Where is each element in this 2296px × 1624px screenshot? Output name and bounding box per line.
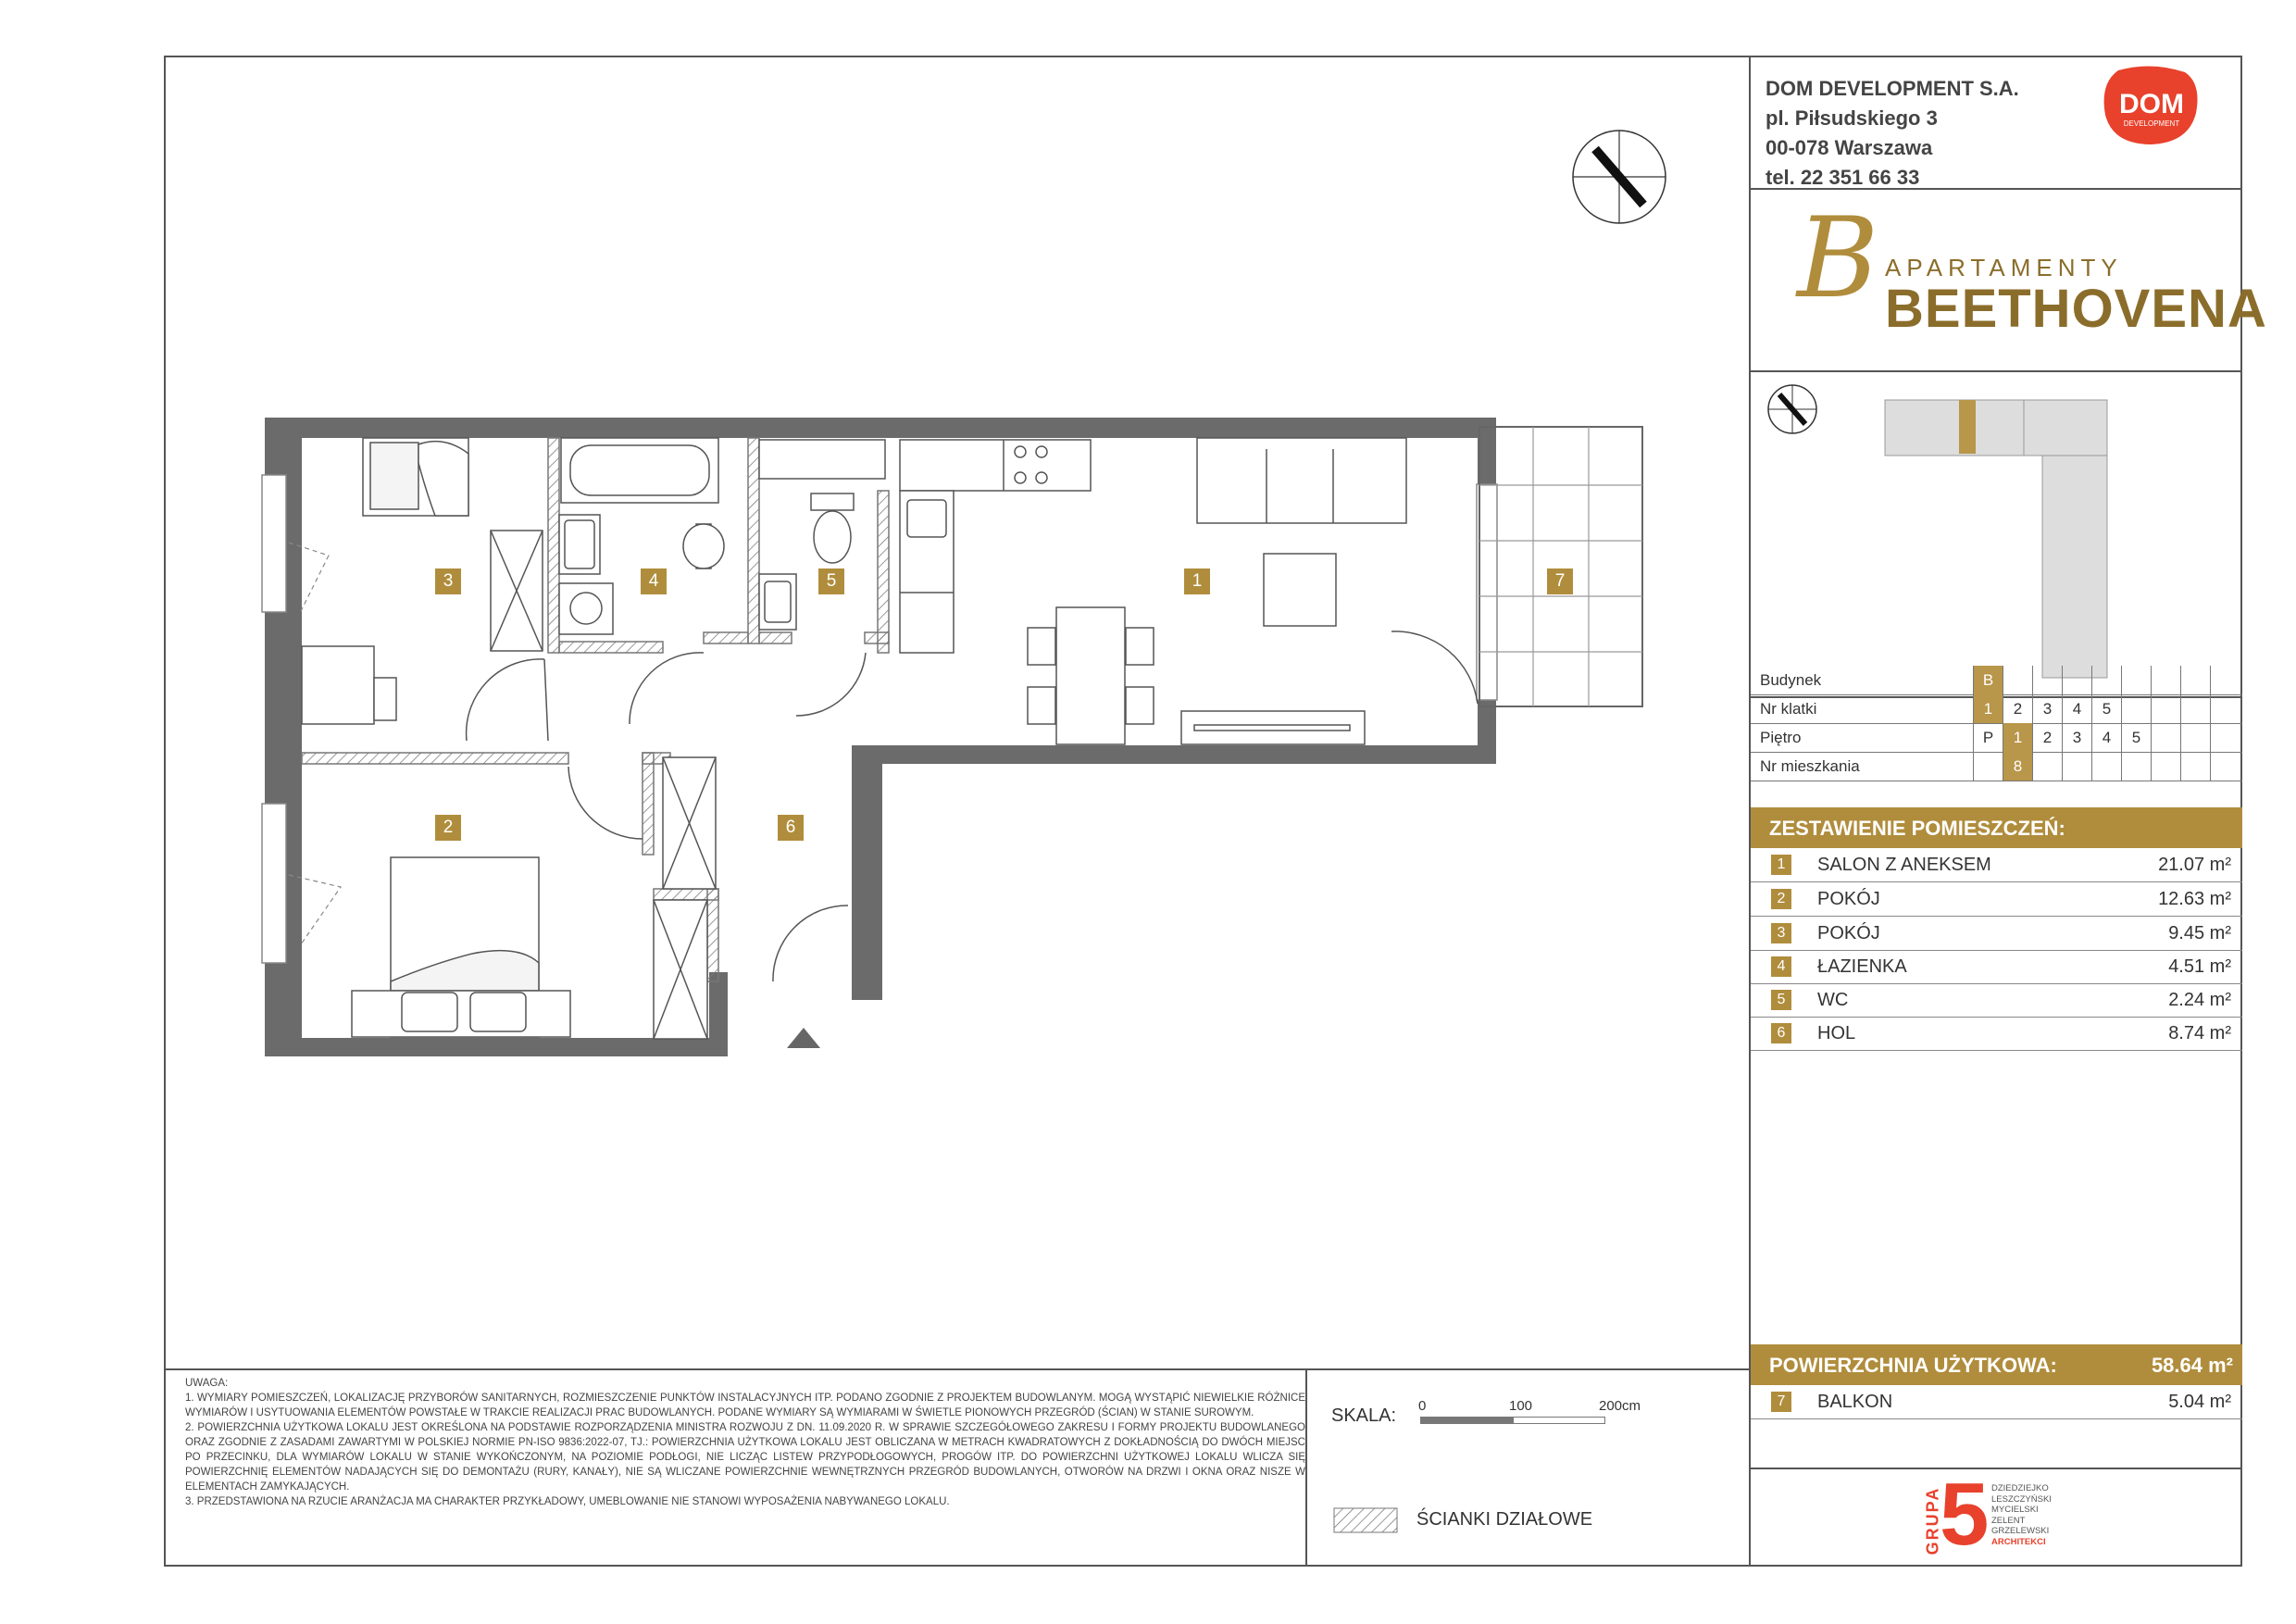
total-area-label: POWIERZCHNIA UŻYTKOWA: (1769, 1354, 2057, 1377)
staircase-label: Nr klatki (1760, 700, 1817, 718)
brand-name: BEETHOVENA (1885, 279, 2267, 339)
notes-title: UWAGA: (185, 1378, 229, 1389)
room-row: 3 POKÓJ 9.45 m² (1751, 917, 2242, 951)
apartment-number: 8 (2003, 752, 2032, 781)
plan-label-5: 5 (818, 568, 844, 594)
brand-tagline: APARTAMENTY (1885, 254, 2123, 281)
plan-label-2: 2 (435, 815, 461, 841)
room-row: 5 WC 2.24 m² (1751, 983, 2242, 1018)
total-area-value: 58.64 m² (2151, 1354, 2233, 1377)
company-address-line2: 00-078 Warszawa (1766, 136, 1933, 159)
room-row: 4 ŁAZIENKA 4.51 m² (1751, 950, 2242, 984)
svg-text:DEVELOPMENT: DEVELOPMENT (2123, 119, 2180, 128)
compass-icon (1573, 131, 1666, 223)
scale-label: SKALA: (1331, 1405, 1397, 1426)
keyplan-compass-icon (1768, 385, 1816, 433)
partition-legend-swatch (1333, 1507, 1398, 1533)
staircase-1: 1 (1973, 694, 2003, 723)
plan-label-4: 4 (641, 568, 667, 594)
building-label: Budynek (1760, 671, 1822, 689)
room-row: 1 SALON Z ANEKSEM 21.07 m² (1751, 848, 2242, 882)
company-phone: tel. 22 351 66 33 (1766, 166, 1920, 189)
balcony-drawing (1479, 427, 1642, 706)
notes-block (185, 1376, 1305, 1509)
scale-legend: SKALA: 0 100 200cm ŚCIANKI DZIAŁOWE (1305, 1368, 1749, 1567)
staircase-2: 2 (2003, 694, 2032, 723)
plan-label-6: 6 (778, 815, 804, 841)
staircase-3: 3 (2032, 694, 2062, 723)
entrance-marker (787, 1028, 820, 1048)
plan-label-1: 1 (1184, 568, 1210, 594)
architect-logo: GRUPA 5 DZIEDZIEJKO LESZCZYŃSKI MYCIELSKI ZELENT GRZELEWSKI ARCHITEKCI (1923, 1465, 2052, 1564)
staircase-4: 4 (2062, 694, 2091, 723)
svg-text:DOM: DOM (2119, 89, 2184, 119)
room-row: 2 POKÓJ 12.63 m² (1751, 882, 2242, 917)
balcony-row: 7 BALKON 5.04 m² (1751, 1385, 2242, 1419)
title-block (1749, 56, 2267, 1567)
company-address-line1: pl. Piłsudskiego 3 (1766, 106, 1938, 130)
company-info (1766, 74, 2019, 193)
floor-4: 4 (2091, 723, 2121, 752)
room-row: 6 HOL 8.74 m² (1751, 1017, 2242, 1051)
partition-legend-label: ŚCIANKI DZIAŁOWE (1416, 1509, 1593, 1530)
plan-label-3: 3 (435, 568, 461, 594)
total-area-bar (1751, 1344, 2242, 1385)
rooms-header: ZESTAWIENIE POMIESZCZEŃ: (1751, 807, 2242, 848)
floor-P: P (1973, 723, 2003, 752)
note-item: 3. PRZEDSTAWIONA NA RZUCIE ARANŻACJA MA CHARAKTER PRZYKŁADOWY, UMEBLOWANIE NIE STANOWI WYPOSAŻENIA NABYWANEGO LOKALU. (185, 1496, 950, 1507)
dom-development-logo (2100, 65, 2203, 146)
floor-3: 3 (2062, 723, 2091, 752)
brand-monogram-icon: B (1797, 194, 1879, 323)
staircase-5: 5 (2091, 694, 2121, 723)
plan-label-7: 7 (1547, 568, 1573, 594)
building-value: B (1973, 666, 2003, 694)
floor-2: 2 (2032, 723, 2062, 752)
scale-bar (1420, 1417, 1513, 1424)
apartment-label: Nr mieszkania (1760, 757, 1860, 775)
note-item: 2. POWIERZCHNIA UŻYTKOWA LOKALU JEST OKREŚLONA NA PODSTAWIE ROZPORZĄDZENIA MINISTRA ROZWOJU Z DN. 11.09.2020 R. W SPRAWIE SZCZEGÓŁOWEGO ZAKRESU I FORMY PROJEKTU BUDOWLANEGO ORAZ ZGODNIE Z ZASADAMI ZAWARTYMI W POLSKIEJ NORMIE PN-ISO 9836:2022-07, TJ.: POWIERZCHNIA UŻYTKOWA LOKALU JEST OBLICZANA W METRACH KWADRATOWYCH Z DOKŁADNOŚCIĄ DO DWÓCH MIEJSC PO PRZECINKU, DLA WYMIARÓW LOKALU W STANIE WYKOŃCZONYM, NA POZIOMIE PODŁOGI, NIE LICZĄC LISTEW PRZYPODŁOGOWYCH, PROGÓW ITP. DO POWIERZCHNI UŻYTKOWEJ LOKALU WLICZA SIĘ POWIERZCHNIĘ ELEMENTÓW NADAJĄCYCH SIĘ DO DEMONTAŻU (RURY, KANAŁY), NIE SĄ WLICZANE POWIERZCHNIE WEWNĘTRZNYCH PRZEGRÓD BUDOWLANYCH, OTWORÓW NA DRZWI I OKNA ORAZ NISZE W ELEMENTACH ZAMYKAJĄCYCH. (185, 1422, 1305, 1493)
floor-1: 1 (2003, 723, 2032, 752)
key-plan (1751, 372, 2242, 696)
floor-5: 5 (2121, 723, 2151, 752)
company-name: DOM DEVELOPMENT S.A. (1766, 77, 2019, 100)
floor-label: Piętro (1760, 729, 1802, 746)
note-item: 1. WYMIARY POMIESZCZEŃ, LOKALIZACJĘ PRZYBORÓW SANITARNYCH, ROZMIESZCZENIE PUNKTÓW INSTALACYJNYCH ITP. PODANO ZGODNIE Z PROJEKTEM BUDOWLANYM. MOGĄ WYSTĄPIĆ NIEWIELKIE RÓŻNICE WYMIARÓW I USYTUOWANIA ELEMENTÓW POWSTAŁE W TRAKCIE REALIZACJI PRAC BUDOWLANYCH. PODANE WYMIARY SĄ WYMIARAMI W ŚWIETLE PIONOWYCH PRZEGRÓD (ŚCIAN) W STANIE SUROWYM. (185, 1393, 1305, 1418)
